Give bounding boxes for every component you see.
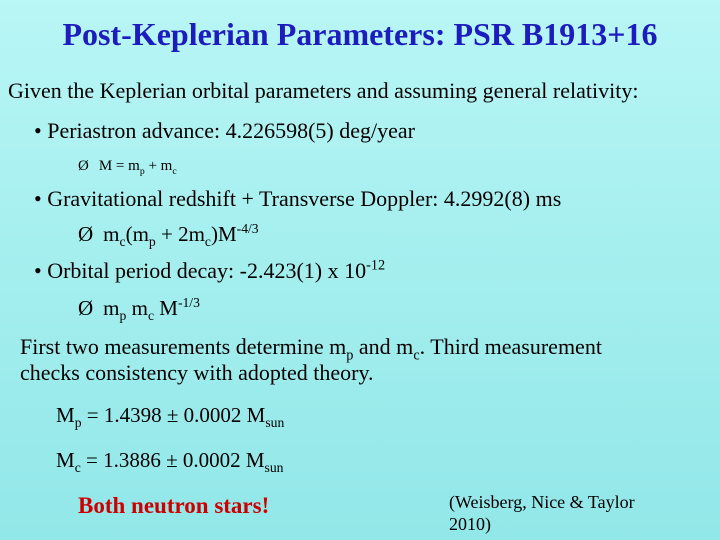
arrow-icon: Ø	[78, 296, 94, 320]
intro-text: Given the Keplerian orbital parameters and assuming general relativity:	[8, 78, 639, 103]
formula-redshift: Ø $m_c(m_p + 2m_c)M^{-4/3}$	[78, 221, 259, 250]
bullet-marker: •	[34, 186, 42, 211]
citation: (Weisberg, Nice & Taylor 2010)	[449, 492, 635, 534]
conclusion-text: Both neutron stars!	[78, 493, 270, 518]
bullet-periastron	[34, 118, 415, 144]
bullet-text: Orbital period decay: -2.423(1) x 10	[47, 258, 367, 283]
arrow-icon: Ø	[78, 158, 89, 174]
formula-total-mass: Ø $M = m_p + m_c$	[78, 158, 177, 177]
bullet-marker: •	[34, 258, 42, 283]
bullet-text: Gravitational redshift + Transverse Doppler: 4.2992(8) ms	[47, 186, 562, 211]
paragraph-line-1: First two measurements determine $m_p$ and $m_c$. Third measurement	[20, 334, 602, 364]
exponent: -12	[366, 257, 386, 274]
slide-title: Post-Keplerian Parameters: PSR B1913+16	[62, 16, 658, 52]
companion-mass: $M_c = 1.3886 \pm 0.0002$ $M_{sun}$	[56, 448, 284, 476]
arrow-icon: Ø	[78, 222, 94, 246]
formula-period-decay: Ø $m_p$ $m_c$ $M^{-1/3}$	[78, 295, 200, 324]
bullet-marker: •	[34, 118, 42, 143]
bullet-text: Periastron advance: 4.226598(5) deg/year	[47, 118, 415, 143]
bullet-redshift	[34, 186, 561, 212]
paragraph-line-2: checks consistency with adopted theory.	[20, 360, 374, 385]
bullet-period-decay	[34, 258, 385, 284]
consistency-paragraph	[20, 334, 602, 386]
pulsar-mass: $M_p = 1.4398 \pm 0.0002$ $M_{sun}$	[56, 403, 285, 431]
